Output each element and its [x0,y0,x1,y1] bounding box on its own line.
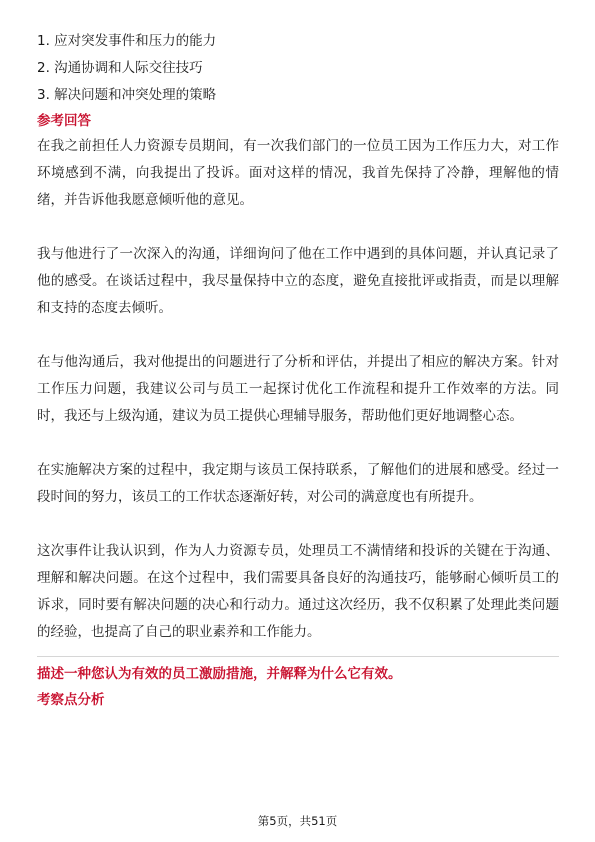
list-item: 1. 应对突发事件和压力的能力 [37,33,217,49]
answer-paragraph: 我与他进行了一次深入的沟通，详细询问了他在工作中遇到的具体问题，并认真记录了他的感受。在谈话过程中，我尽量保持中立的态度，避免直接批评或指责，而是以理解和支持的态度去倾听。 [37,246,559,316]
reference-answer-heading: 参考回答 [37,113,91,129]
answer-paragraph: 在实施解决方案的过程中，我定期与该员工保持联系，了解他们的进展和感受。经过一段时间的努力，该员工的工作状态逐渐好转，对公司的满意度也有所提升。 [37,462,559,505]
list-item: 3. 解决问题和冲突处理的策略 [37,87,217,103]
answer-paragraph: 这次事件让我认识到，作为人力资源专员，处理员工不满情绪和投诉的关键在于沟通、理解和解决问题。在这个过程中，我们需要具备良好的沟通技巧，能够耐心倾听员工的诉求，同时要有解决问题的决心和行动力。通过这次经历，我不仅积累了处理此类问题的经验，也提高了自己的职业素养和工作能力。 [37,543,559,640]
list-item: 2. 沟通协调和人际交往技巧 [37,60,203,76]
answer-paragraph: 在与他沟通后，我对他提出的问题进行了分析和评估，并提出了相应的解决方案。针对工作压力问题，我建议公司与员工一起探讨优化工作流程和提升工作效率的方法。同时，我还与上级沟通，建议为员工提供心理辅导服务，帮助他们更好地调整心态。 [37,354,559,424]
page-content [37,28,559,713]
answer-paragraph: 在我之前担任人力资源专员期间，有一次我们部门的一位员工因为工作压力大，对工作环境感到不满，向我提出了投诉。面对这样的情况，我首先保持了冷静，理解他的情绪，并告诉他我愿意倾听他的意见。 [37,138,559,208]
analysis-heading: 考察点分析 [37,692,105,708]
next-question: 描述一种您认为有效的员工激励措施，并解释为什么它有效。 [37,666,402,682]
page-footer: 第5页，共51页 [257,814,338,828]
section-divider [37,656,559,657]
